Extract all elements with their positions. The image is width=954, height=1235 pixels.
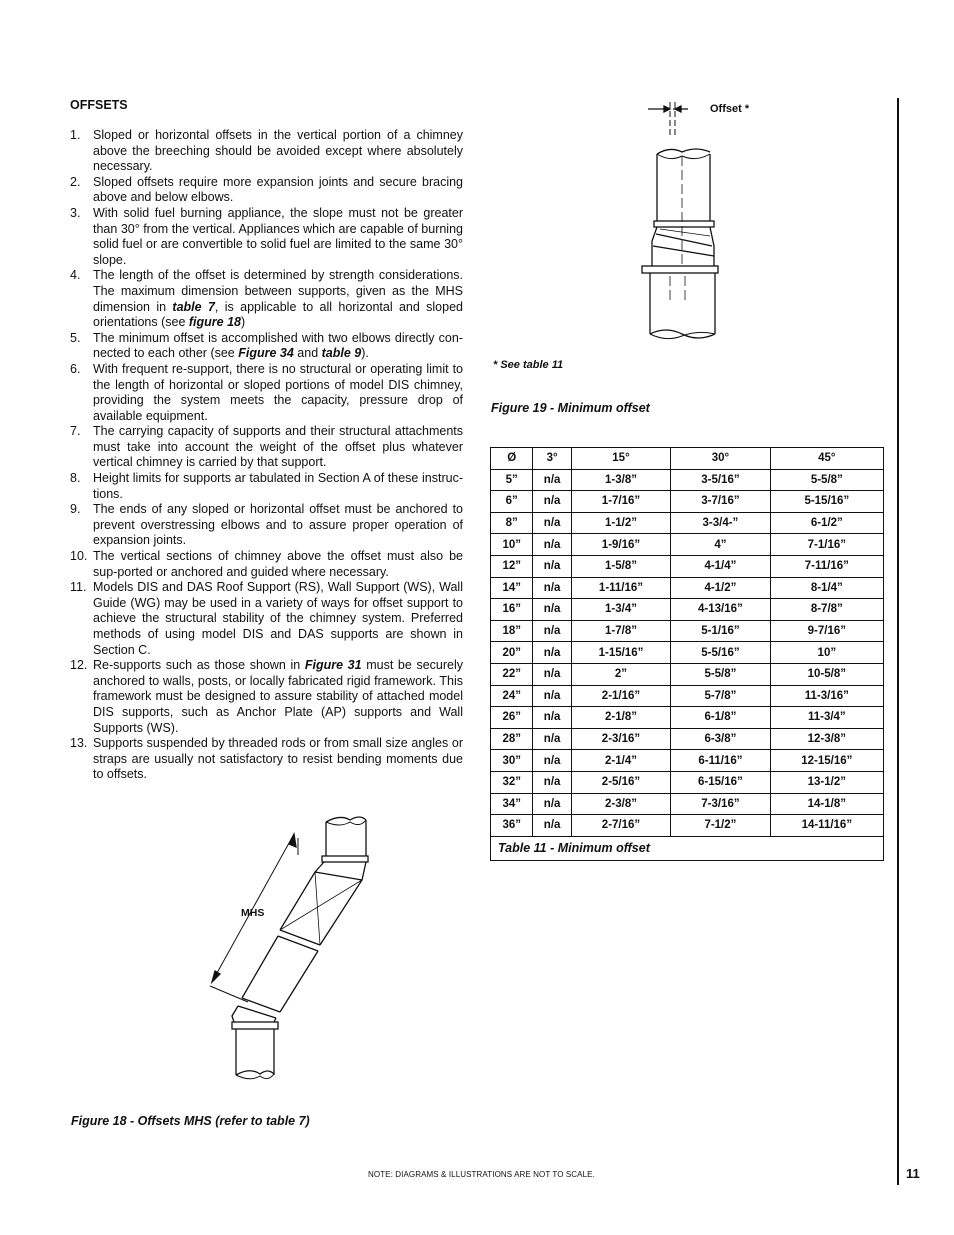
list-item [70,658,463,736]
table-cell: 1-3/4” [571,599,670,621]
list-item-text: ). [361,346,369,361]
table-cell: 22” [491,663,533,685]
table-cell: n/a [533,491,571,513]
table-cell: 8-7/8” [770,599,883,621]
figure-18-caption: Figure 18 - Offsets MHS (refer to table 7) [71,1114,310,1128]
column-header: 45° [770,448,883,470]
list-item-number: 8. [70,471,81,486]
list-item-number: 11. [70,580,87,595]
list-item-number: 3. [70,205,81,220]
table-row [491,599,884,621]
table-cell: 1-7/16” [571,491,670,513]
list-item-number: 4. [70,268,81,283]
table-cell: n/a [533,512,571,534]
table-cell: 5-5/8” [671,663,770,685]
table-cell: 7-3/16” [671,793,770,815]
table-row [491,534,884,556]
table-row [491,642,884,664]
list-item [70,331,463,362]
minimum-offset-table [490,447,884,861]
table-cell: n/a [533,642,571,664]
table-cell: 5-15/16” [770,491,883,513]
table-row [491,728,884,750]
table-cell: 3-3/4-” [671,512,770,534]
table-cell: 28” [491,728,533,750]
table-row [491,555,884,577]
column-header: 15° [571,448,670,470]
table-cell: n/a [533,534,571,556]
list-item-text: Models DIS and DAS Roof Support (RS), Wall Support (WS), Wall Guide (WG) may be used in a variety of ways for offset support to achieve the structural stability of the chimney system. Preferred methods of using model DIS and DAS supports are shown in Section C. [93,580,463,657]
table-cell: 5” [491,469,533,491]
list-item-number: 10. [70,549,88,564]
table-cell: 6-15/16” [671,771,770,793]
list-item-text: The length of the offset is determined by strength considerations. The maximum dimension between supports, given as the MHS dimension in [93,268,463,314]
table-cell: n/a [533,771,571,793]
table-cell: n/a [533,793,571,815]
table-cell: 30” [491,750,533,772]
cross-reference-link[interactable]: table 9 [321,346,362,361]
table-cell: 10” [770,642,883,664]
table-cell: n/a [533,815,571,837]
list-item-number: 2. [70,174,81,189]
list-item-number: 9. [70,502,81,517]
cross-reference-link[interactable]: table 7 [172,299,215,314]
footer-note: NOTE: DIAGRAMS & ILLUSTRATIONS ARE NOT TO SCALE. [368,1170,595,1179]
list-item-text: The vertical sections of chimney above the offset must also be sup-ported or anchored and guided where necessary. [93,549,463,579]
table-cell: 7-1/16” [770,534,883,556]
page-number: 11 [906,1166,920,1181]
list-item-text: and [293,346,322,361]
offset-label: Offset * [710,103,750,115]
table-cell: 8-1/4” [770,577,883,599]
table-cell: 6-11/16” [671,750,770,772]
table-cell: 3-7/16” [671,491,770,513]
margin-rule [897,98,899,1185]
table-cell: 26” [491,707,533,729]
table-row [491,512,884,534]
figure-19-caption: Figure 19 - Minimum offset [491,401,650,415]
table-cell: n/a [533,555,571,577]
table-11-caption: Table 11 - Minimum offset [491,836,884,860]
list-item [70,424,463,471]
table-cell: 14” [491,577,533,599]
column-header: Ø [491,448,533,470]
list-item-text: must be securely anchored to walls, posts, or locally fabricated rigid framework. This framework must be designed to assure stability of attached model DIS supports, such as Anchor Plate (AP) supports and Wall Supports (WS). [93,658,463,735]
list-item-text: The carrying capacity of supports and their structural attachments must take into account the weight of the offset plus whatever vertical chimney is carried by that support. [93,424,463,470]
list-item-number: 13. [70,736,88,751]
offsets-list [70,128,463,783]
table-row [491,771,884,793]
table-cell: 11-3/16” [770,685,883,707]
table-cell: 12” [491,555,533,577]
table-row [491,491,884,513]
table-cell: 5-7/8” [671,685,770,707]
table-cell: n/a [533,577,571,599]
table-cell: 20” [491,642,533,664]
list-item-text: Re-supports such as those shown in [93,658,305,673]
list-item-number: 5. [70,330,81,345]
table-cell: 9-7/16” [770,620,883,642]
list-item-text: Height limits for supports ar tabulated in Section A of these instruc-tions. [93,471,463,501]
table-cell: 2-5/16” [571,771,670,793]
section-heading: OFFSETS [70,98,128,112]
table-cell: n/a [533,728,571,750]
table-cell: 32” [491,771,533,793]
table-cell: 12-3/8” [770,728,883,750]
table-cell: 2” [571,663,670,685]
list-item-text: The minimum offset is accomplished with two elbows directly con-nected to each other (see [93,330,463,361]
table-cell: n/a [533,707,571,729]
minimum-offset-diagram [630,96,770,356]
cross-reference-link[interactable]: Figure 34 [238,346,294,361]
table-cell: 34” [491,793,533,815]
list-item-text: ) [241,315,246,330]
list-item-number: 12. [70,658,88,673]
table-header-row [491,448,884,470]
table-cell: 14-11/16” [770,815,883,837]
column-header: 30° [671,448,770,470]
table-row [491,815,884,837]
table-cell: 12-15/16” [770,750,883,772]
table-row [491,685,884,707]
list-item [70,580,463,658]
table-cell: 5-5/16” [671,642,770,664]
table-cell: n/a [533,663,571,685]
table-cell: 10” [491,534,533,556]
table-row [491,620,884,642]
list-item [70,362,463,424]
list-item [70,471,463,502]
cross-reference-link[interactable]: Figure 31 [304,658,362,673]
see-table-note: * See table 11 [493,359,564,371]
table-cell: 5-1/16” [671,620,770,642]
list-item [70,736,463,783]
table-cell: n/a [533,685,571,707]
list-item [70,128,463,175]
table-cell: n/a [533,469,571,491]
table-cell: 4-13/16” [671,599,770,621]
list-item [70,268,463,330]
list-item-text: Sloped offsets require more expansion joints and secure bracing above and below elbows. [93,174,463,205]
table-cell: 1-3/8” [571,469,670,491]
table-cell: 6-3/8” [671,728,770,750]
list-item [70,549,463,580]
table-cell: 2-3/16” [571,728,670,750]
table-cell: 2-7/16” [571,815,670,837]
table-row [491,750,884,772]
table-cell: 1-1/2” [571,512,670,534]
list-item-text: With solid fuel burning appliance, the slope must not be greater than 30° from the vertical. Appliances which are capable of burning solid fuel or are convertible to solid fuel are limited to the same 30° slope. [93,205,463,267]
table-cell: n/a [533,599,571,621]
table-row [491,707,884,729]
list-item-text: Sloped or horizontal offsets in the vertical portion of a chimney above the breeching should be avoided except where absolutely necessary. [93,128,463,174]
list-item-number: 6. [70,361,81,376]
list-item [70,206,463,268]
list-item-text: With frequent re-support, there is no structural or operating limit to the length of horizontal or sloped portions of model DIS chimney, providing the system meets the capacity, pressure drop of available equipment. [93,361,463,423]
table-cell: 24” [491,685,533,707]
table-cell: 2-3/8” [571,793,670,815]
table-cell: 1-15/16” [571,642,670,664]
table-cell: 1-11/16” [571,577,670,599]
list-item-text: Supports suspended by threaded rods or from small size angles or straps are usually not satisfactory to resist bending moments due to offsets. [93,736,463,782]
list-item [70,175,463,206]
table-cell: 4-1/2” [671,577,770,599]
table-cell: 16” [491,599,533,621]
table-row [491,663,884,685]
table-cell: 1-7/8” [571,620,670,642]
table-cell: 6” [491,491,533,513]
table-row [491,793,884,815]
list-item [70,502,463,549]
table-cell: n/a [533,750,571,772]
table-cell: 6-1/2” [770,512,883,534]
table-cell: n/a [533,620,571,642]
table-cell: 1-9/16” [571,534,670,556]
column-header: 3° [533,448,571,470]
table-cell: 1-5/8” [571,555,670,577]
offsets-mhs-diagram [190,810,390,1090]
table-cell: 8” [491,512,533,534]
table-cell: 18” [491,620,533,642]
table-cell: 7-1/2” [671,815,770,837]
table-cell: 6-1/8” [671,707,770,729]
table-cell: 36” [491,815,533,837]
table-cell: 11-3/4” [770,707,883,729]
list-item-number: 7. [70,424,81,439]
table-cell: 4” [671,534,770,556]
table-cell: 5-5/8” [770,469,883,491]
table-cell: 2-1/16” [571,685,670,707]
list-item-number: 1. [70,128,81,142]
list-item-text: The ends of any sloped or horizontal offset must be anchored to prevent overstressing elbows and to assure proper operation of expansion joints. [93,502,463,548]
table-cell: 4-1/4” [671,555,770,577]
list-item-text: , is applicable to all horizontal and sloped orientations (see [93,299,463,330]
table-cell: 13-1/2” [770,771,883,793]
mhs-label: MHS [241,907,265,919]
table-cell: 10-5/8” [770,663,883,685]
table-cell: 3-5/16” [671,469,770,491]
cross-reference-link[interactable]: figure 18 [188,315,241,330]
table-row [491,469,884,491]
table-cell: 14-1/8” [770,793,883,815]
table-cell: 2-1/8” [571,707,670,729]
table-cell: 7-11/16” [770,555,883,577]
table-row [491,577,884,599]
table-cell: 2-1/4” [571,750,670,772]
